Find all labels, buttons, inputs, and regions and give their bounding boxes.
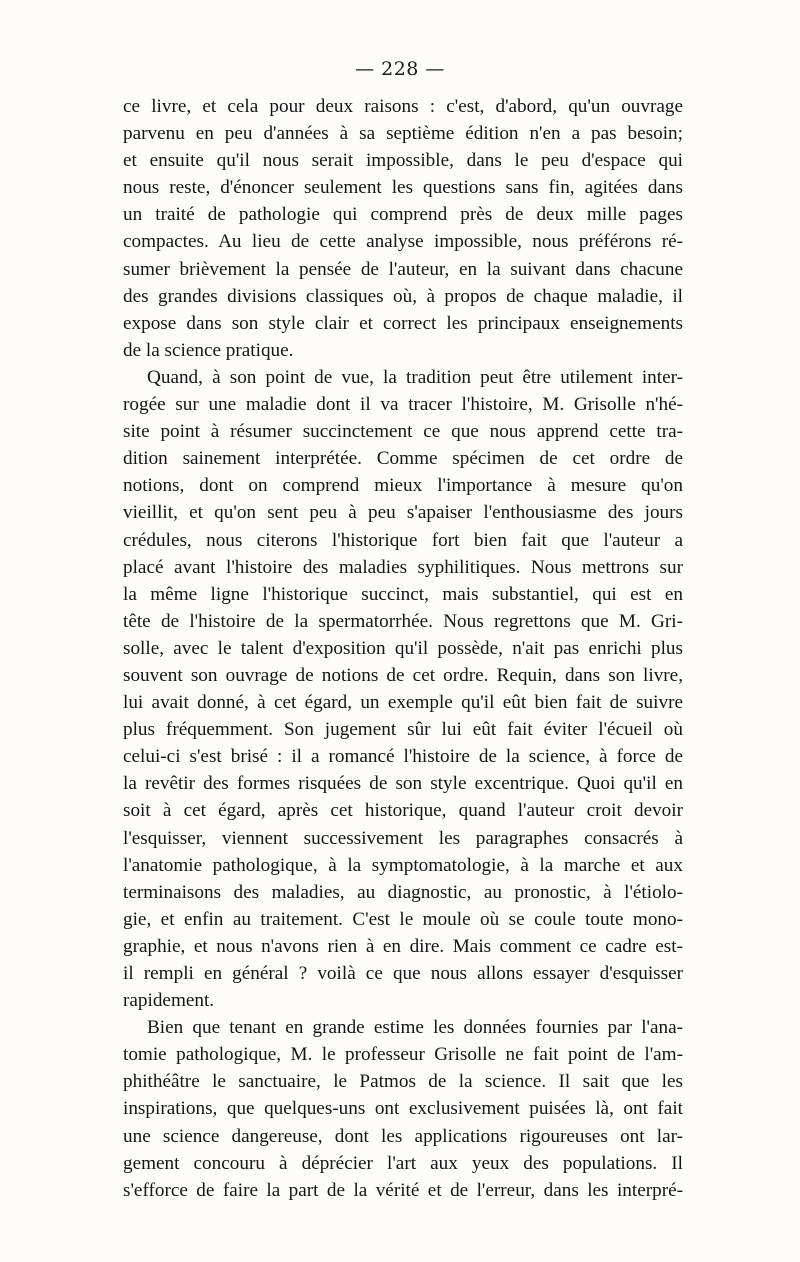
text-line: inspirations, que quelques-uns ont exclusivement puisées là, ont fait — [123, 1098, 683, 1120]
text-line: celui-ci s'est brisé : il a romancé l'histoire de la science, à force de — [123, 746, 683, 768]
paragraph-3 — [123, 1014, 683, 1204]
text-line: sumer brièvement la pensée de l'auteur, en la suivant dans chacune — [123, 258, 683, 280]
text-line: de la science pratique. — [123, 339, 294, 361]
text-line: gement concouru à déprécier l'art aux yeux des populations. Il — [123, 1152, 683, 1174]
text-line: gie, et enfin au traitement. C'est le moule où se coule toute mono- — [123, 908, 683, 930]
body-text — [123, 93, 683, 1204]
text-line: solle, avec le talent d'exposition qu'il possède, n'ait pas enrichi plus — [123, 637, 683, 659]
page-number: — 228 — — [355, 58, 445, 80]
text-line: Bien que tenant en grande estime les données fournies par l'ana- — [147, 1017, 683, 1039]
text-line: placé avant l'histoire des maladies syphilitiques. Nous mettrons sur — [123, 556, 683, 578]
text-line: tomie pathologique, M. le professeur Grisolle ne fait point de l'am- — [123, 1044, 683, 1066]
text-line: souvent son ouvrage de notions de cet ordre. Requin, dans son livre, — [123, 664, 683, 686]
text-line: plus fréquemment. Son jugement sûr lui eût fait éviter l'écueil où — [123, 719, 683, 741]
text-line: rogée sur une maladie dont il va tracer l'histoire, M. Grisolle n'hé- — [123, 394, 683, 416]
text-line: rapidement. — [123, 990, 215, 1012]
text-line: nous reste, d'énoncer seulement les questions sans fin, agitées dans — [123, 177, 683, 199]
paragraph-2 — [123, 364, 683, 1014]
text-line: la même ligne l'historique succinct, mais substantiel, qui est en — [123, 583, 683, 605]
text-line: graphie, et nous n'avons rien à en dire. Mais comment ce cadre est- — [123, 935, 683, 957]
text-line: site point à résumer succinctement ce que nous apprend cette tra- — [123, 421, 683, 443]
text-line: des grandes divisions classiques où, à propos de chaque maladie, il — [123, 285, 683, 307]
text-line: un traité de pathologie qui comprend près de deux mille pages — [123, 204, 683, 226]
text-line: tête de l'histoire de la spermatorrhée. Nous regrettons que M. Gri- — [123, 610, 683, 632]
text-line: l'esquisser, viennent successivement les paragraphes consacrés à — [123, 827, 683, 849]
text-line: Quand, à son point de vue, la tradition peut être utilement inter- — [147, 366, 683, 388]
text-line: soit à cet égard, après cet historique, quand l'auteur croit devoir — [123, 800, 683, 822]
text-line: une science dangereuse, dont les applications rigoureuses ont lar- — [123, 1125, 683, 1147]
text-line: et ensuite qu'il nous serait impossible, dans le peu d'espace qui — [123, 150, 683, 172]
text-line: parvenu en peu d'années à sa septième édition n'en a pas besoin; — [123, 123, 683, 145]
text-line: notions, dont on comprend mieux l'importance à mesure qu'on — [123, 475, 683, 497]
text-line: l'anatomie pathologique, à la symptomatologie, à la marche et aux — [123, 854, 683, 876]
text-line: vieillit, et qu'on sent peu à peu s'apaiser l'enthousiasme des jours — [123, 502, 683, 524]
text-line: expose dans son style clair et correct les principaux enseignements — [123, 312, 683, 334]
text-line: la revêtir des formes risquées de son style excentrique. Quoi qu'il en — [123, 773, 683, 795]
paragraph-1 — [123, 93, 683, 364]
text-line: lui avait donné, à cet égard, un exemple qu'il eût bien fait de suivre — [123, 692, 683, 714]
text-line: dition sainement interprétée. Comme spécimen de cet ordre de — [123, 448, 683, 470]
text-line: il rempli en général ? voilà ce que nous allons essayer d'esquisser — [123, 963, 683, 984]
text-line: ce livre, et cela pour deux raisons : c'est, d'abord, qu'un ouvrage — [123, 96, 683, 117]
text-line: phithéâtre le sanctuaire, le Patmos de la science. Il sait que les — [123, 1071, 683, 1093]
text-line: compactes. Au lieu de cette analyse impossible, nous préférons ré- — [123, 231, 683, 253]
text-line: terminaisons des maladies, au diagnostic, au pronostic, à l'étiolo- — [123, 881, 683, 903]
text-line: crédules, nous citerons l'historique fort bien fait que l'auteur a — [123, 529, 683, 551]
text-line: s'efforce de faire la part de la vérité et de l'erreur, dans les interpré- — [123, 1179, 683, 1201]
